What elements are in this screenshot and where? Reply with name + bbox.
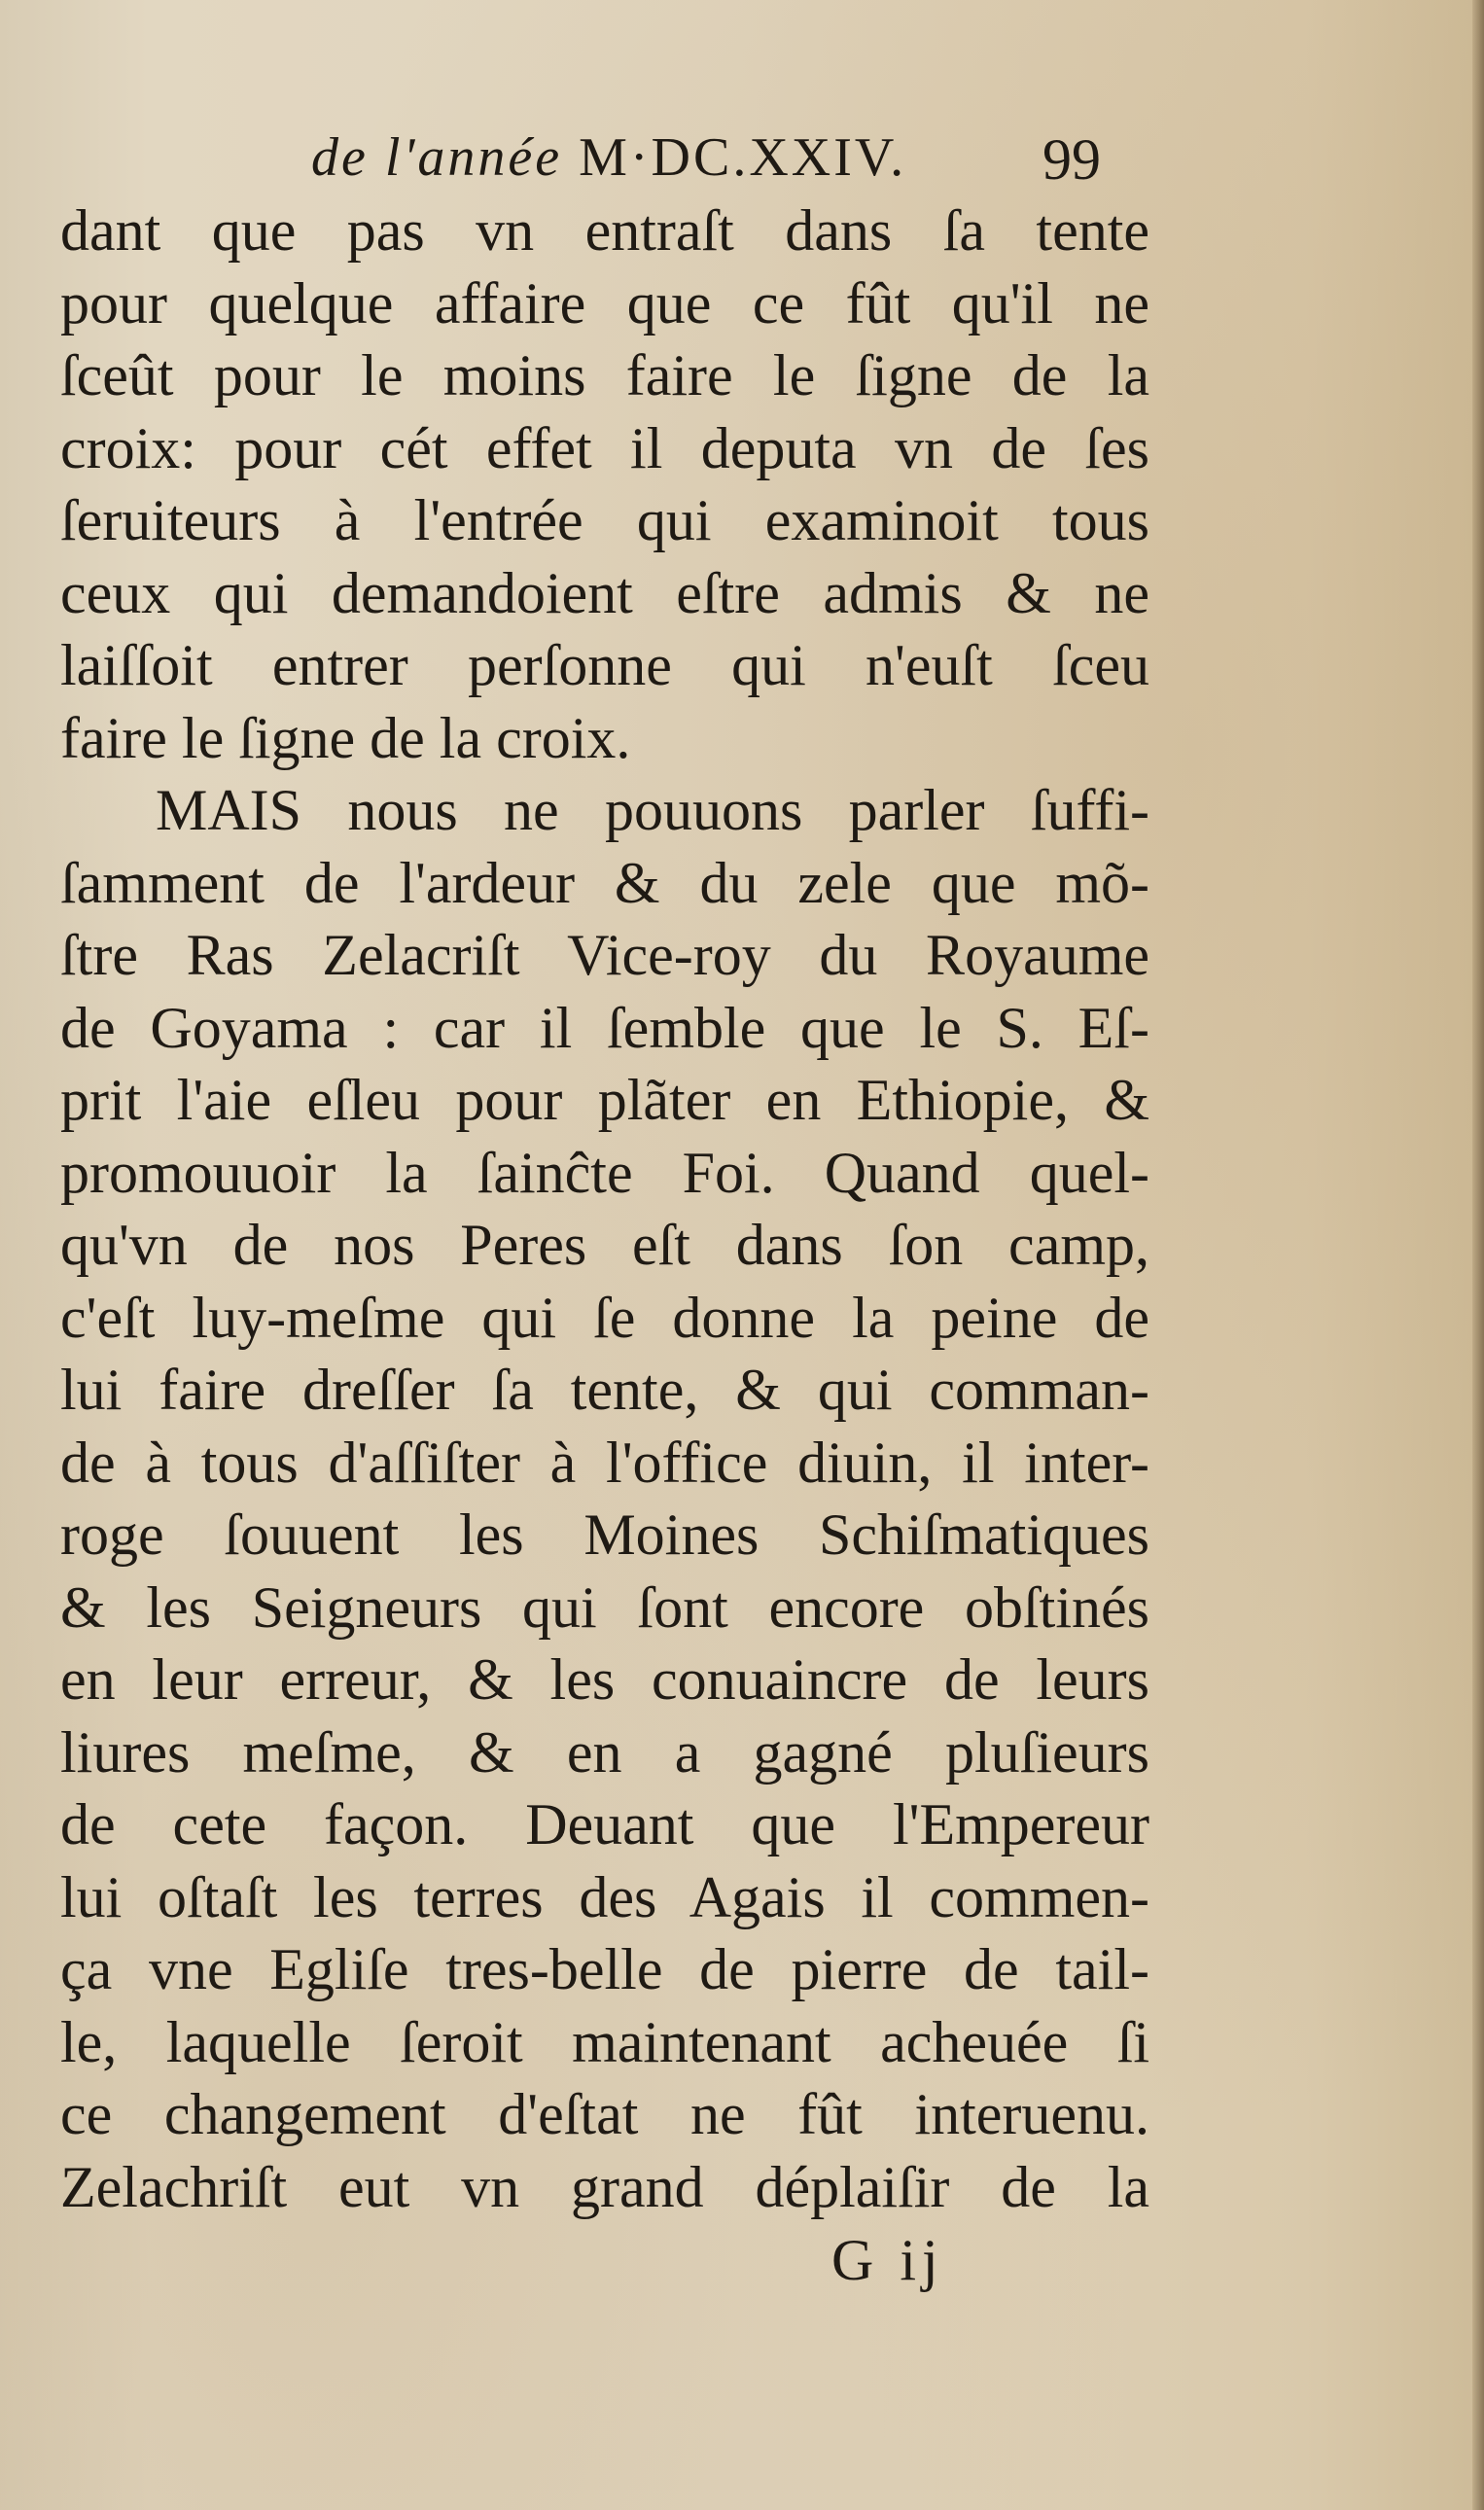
running-head [311,126,906,189]
text-line: dant que pas vn entraſt dans ſa tente [60,198,1149,263]
paragraph-start-line: MAIS nous ne pouuons parler ſuffi- [156,778,1149,842]
text-line: ça vne Egliſe tres-belle de pierre de tail- [60,1937,1149,2001]
text-line: roge ſouuent les Moines Schiſmatiques [60,1502,1149,1567]
text-line: c'eſt luy-meſme qui ſe donne la peine de [60,1285,1149,1350]
page-header [0,126,1484,204]
text-line: qu'vn de nos Peres eſt dans ſon camp, [60,1213,1149,1277]
text-line: prit l'aie eſleu pour plãter en Ethiopie, & [60,1068,1149,1132]
text-line: promouuoir la ſainĉte Foi. Quand quel- [60,1140,1149,1205]
text-line: pour quelque affaire que ce fût qu'il ne [60,270,1149,336]
text-line: ſtre Ras Zelacriſt Vice-roy du Royaume [60,923,1149,987]
text-line: de à tous d'aſſiſter à l'office diuin, il inter- [60,1430,1149,1495]
text-line: ce changement d'eſtat ne fût interuenu. [60,2082,1149,2146]
text-line: en leur erreur, & les conuaincre de leurs [60,1647,1149,1712]
text-line: de cete façon. Deuant que l'Empereur [60,1792,1149,1856]
text-line: liures meſme, & en a gagné pluſieurs [60,1719,1149,1785]
text-line: ceux qui demandoient eſtre admis & ne [60,560,1149,625]
text-line: le, laquelle ſeroit maintenant acheuée ſi [60,2009,1149,2074]
text-line: ſeruiteurs à l'entrée qui examinoit tous [60,488,1149,552]
text-line: de Goyama : car il ſemble que le S. Eſ- [60,995,1149,1060]
text-line: lui faire dreſſer ſa tente, & qui comman- [60,1358,1149,1422]
text-line: lui oſtaſt les terres des Agais il commen- [60,1864,1149,1929]
text-line: & les Seigneurs qui ſont encore obſtinés [60,1574,1149,1640]
text-line: Zelachriſt eut vn grand déplaiſir de la [60,2154,1149,2219]
body-text [60,194,1149,2223]
running-head-year: M·DC.XXIV. [579,127,907,188]
paragraph-end-line: faire le ſigne de la croix. [60,705,631,770]
text-line: croix: pour cét effet il deputa vn de ſes [60,415,1149,480]
signature-mark: G ij [831,2228,944,2292]
page-edge-shadow [1472,0,1484,2510]
text-line: ſamment de l'ardeur & du zele que mõ- [60,850,1149,915]
text-line: ſceût pour le moins faire le ſigne de la [60,343,1149,407]
page-number: 99 [1042,127,1101,192]
text-line: laiſſoit entrer perſonne qui n'euſt ſceu [60,633,1149,697]
running-head-italic: de l'année [311,127,563,188]
